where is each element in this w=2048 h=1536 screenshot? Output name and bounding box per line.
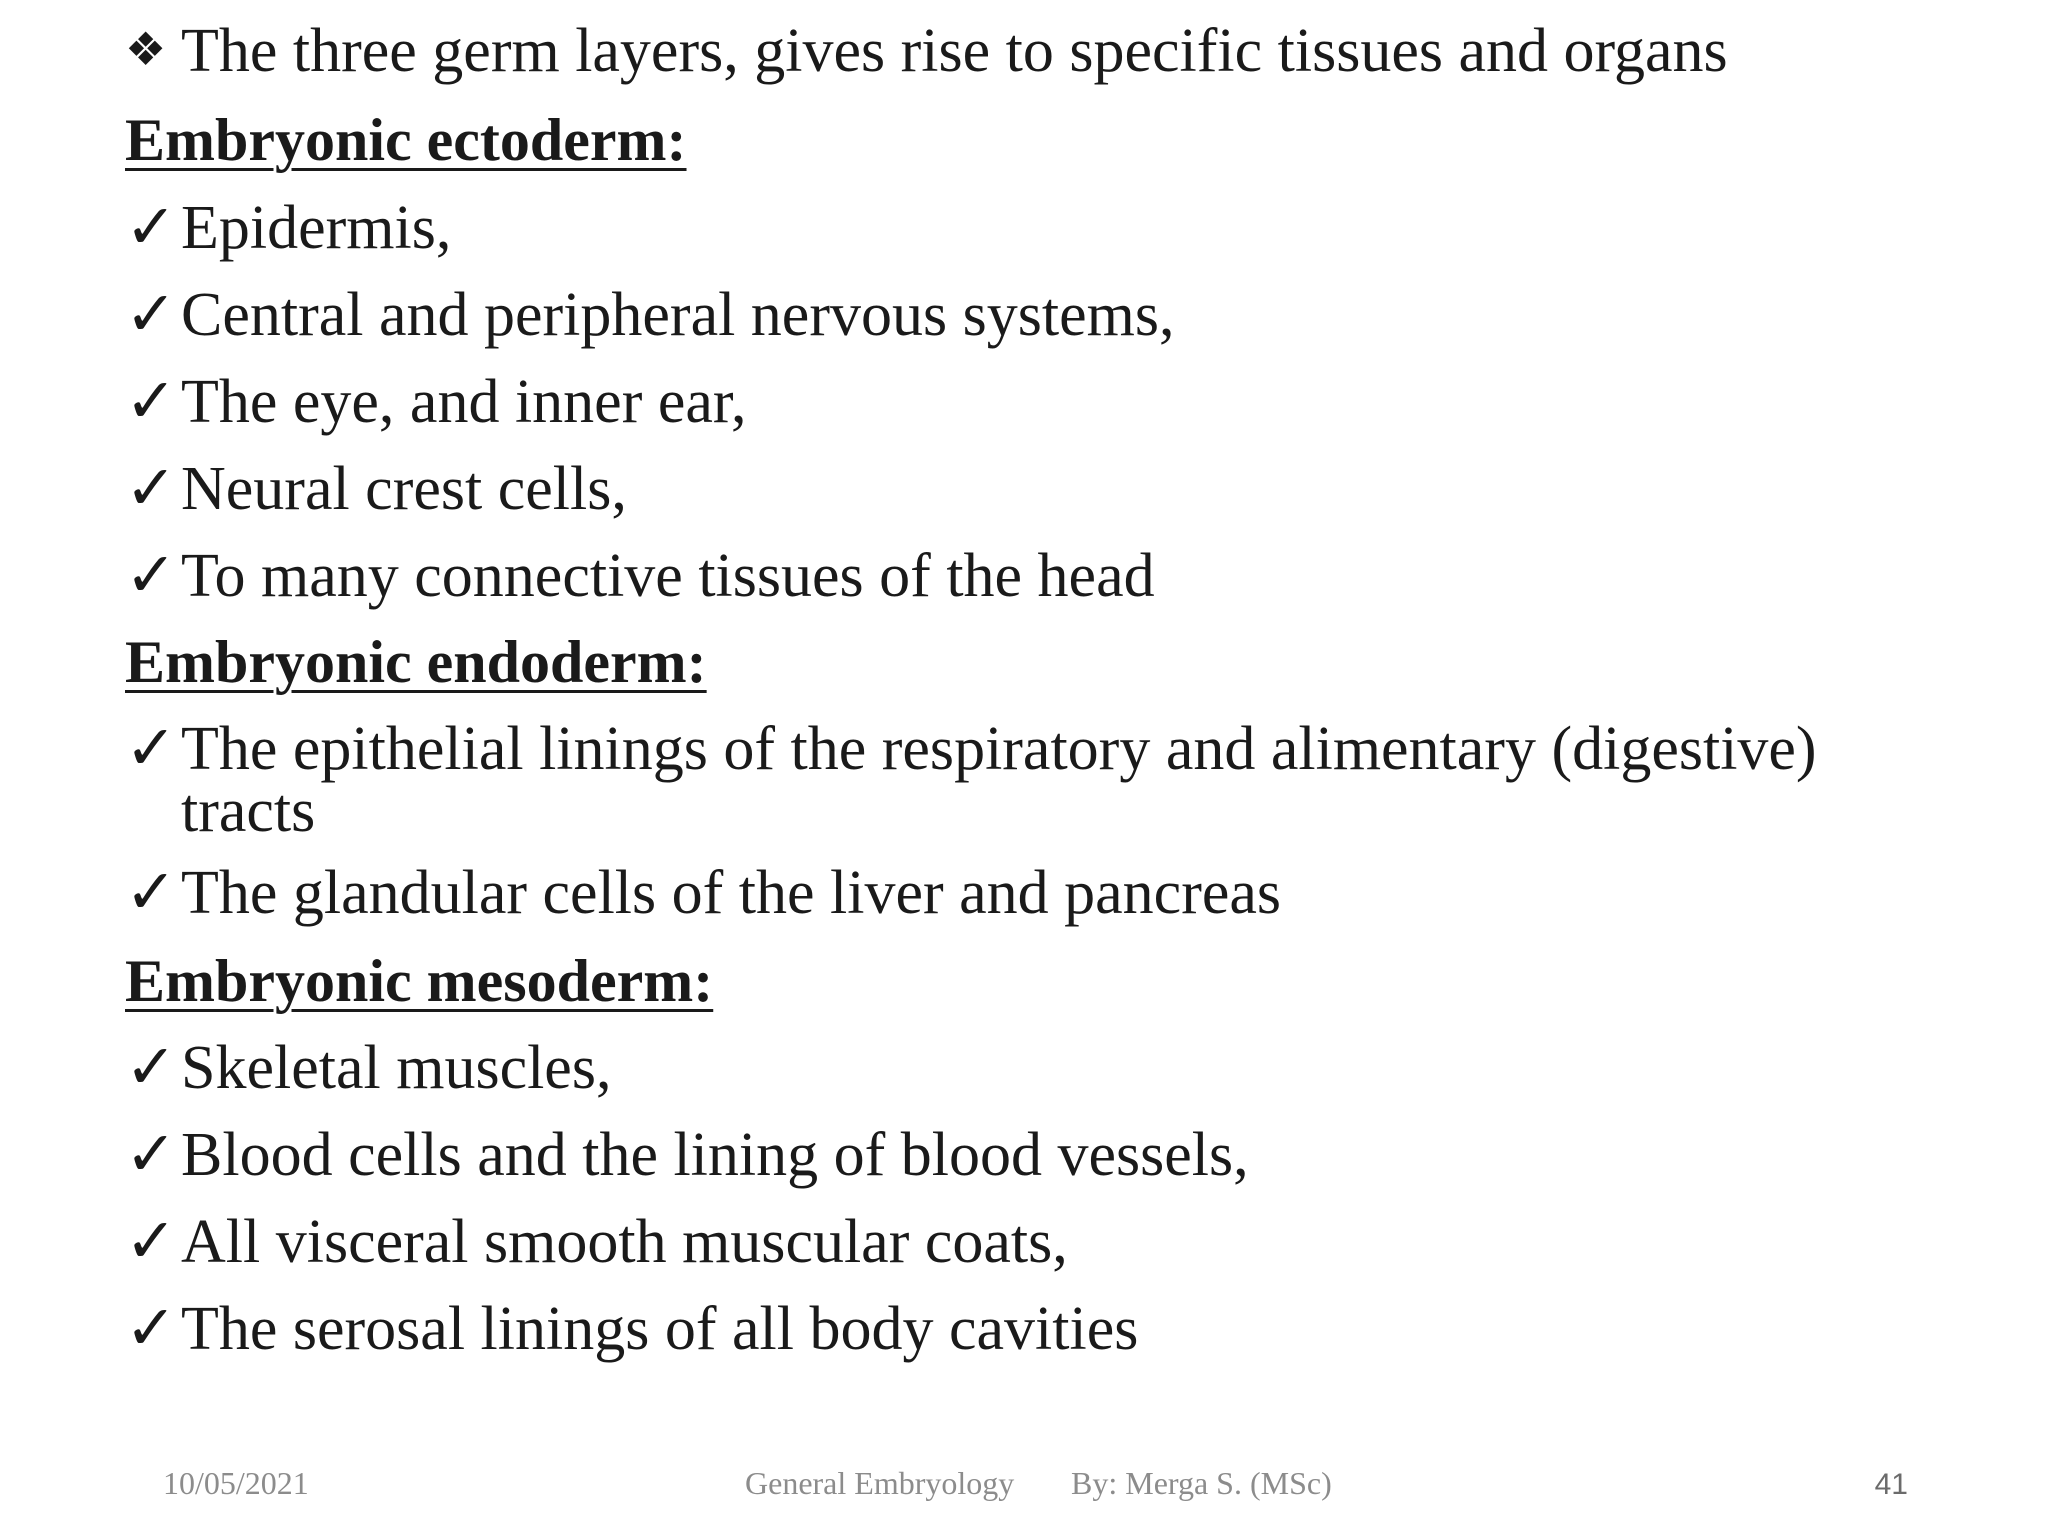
footer-author: By: Merga S. (MSc) xyxy=(1071,1465,1332,1501)
mesoderm-heading: Embryonic mesoderm: xyxy=(125,948,714,1014)
ectoderm-heading: Embryonic ectoderm: xyxy=(125,107,687,173)
list-item-text: To many connective tissues of the head xyxy=(181,542,1155,610)
list-item-text: The eye, and inner ear, xyxy=(181,368,747,436)
check-icon: ✓ xyxy=(125,1034,177,1102)
intro-line xyxy=(125,17,2008,85)
list-item xyxy=(125,859,2008,927)
footer-date: 10/05/2021 xyxy=(163,1465,309,1501)
check-icon: ✓ xyxy=(125,455,177,523)
list-item xyxy=(125,1208,2008,1276)
list-item xyxy=(125,1034,2008,1102)
check-icon: ✓ xyxy=(125,194,177,262)
list-item-text: The serosal linings of all body cavities xyxy=(181,1295,1139,1363)
page-number: 41 xyxy=(1874,1468,1908,1501)
check-icon: ✓ xyxy=(125,715,177,783)
check-icon: ✓ xyxy=(125,1208,177,1276)
check-icon: ✓ xyxy=(125,1121,177,1189)
diamond-bullet-icon: ❖ xyxy=(125,24,167,75)
list-item-continuation: tracts xyxy=(181,777,316,845)
footer-course: General Embryology xyxy=(745,1465,1015,1501)
list-item-text: The epithelial linings of the respiratory and alimentary (digestive) xyxy=(181,715,1817,783)
check-icon: ✓ xyxy=(125,368,177,436)
check-icon: ✓ xyxy=(125,859,177,927)
list-item xyxy=(125,194,2008,262)
list-item-text: Neural crest cells, xyxy=(181,455,627,523)
list-item-text: Central and peripheral nervous systems, xyxy=(181,281,1175,349)
check-icon: ✓ xyxy=(125,1295,177,1363)
list-item-text: Skeletal muscles, xyxy=(181,1034,612,1102)
list-item xyxy=(125,542,2008,610)
list-item-text: The glandular cells of the liver and pancreas xyxy=(181,859,1282,927)
list-item-text: Epidermis, xyxy=(181,194,452,262)
endoderm-heading: Embryonic endoderm: xyxy=(125,629,707,695)
list-item xyxy=(125,1121,2008,1189)
list-item-text: All visceral smooth muscular coats, xyxy=(181,1208,1068,1276)
list-item-text: Blood cells and the lining of blood vessels, xyxy=(181,1121,1249,1189)
list-item xyxy=(125,715,2008,783)
list-item xyxy=(125,281,2008,349)
check-icon: ✓ xyxy=(125,542,177,610)
list-item xyxy=(125,1295,2008,1363)
list-item xyxy=(125,455,2008,523)
check-icon: ✓ xyxy=(125,281,177,349)
list-item xyxy=(125,368,2008,436)
intro-text: The three germ layers, gives rise to specific tissues and organs xyxy=(181,17,1728,85)
